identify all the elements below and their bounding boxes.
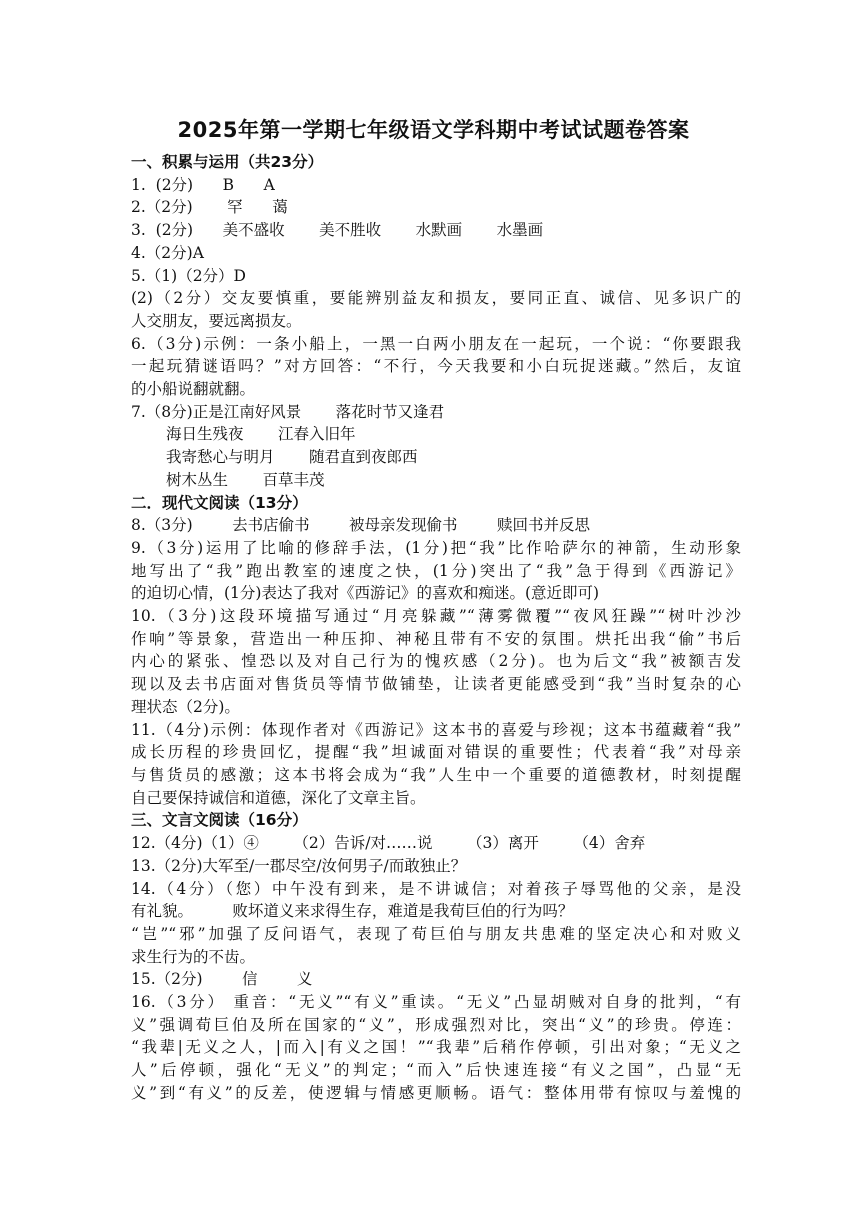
answer-line: 义”强调荀巨伯及所在国家的“义”，形成强烈对比，突出“义”的珍贵。停连： [131, 1015, 741, 1034]
answer-line: 5.（1)（2分）D [131, 266, 246, 285]
answer-line: 作响”等景象，营造出一种压抑、神秘且带有不安的氛围。烘托出我“偷”书后 [131, 629, 741, 648]
page-title: 2025年第一学期七年级语文学科期中考试试题卷答案 [177, 118, 690, 142]
answer-line: 11.（4分)示例：体现作者对《西游记》这本书的喜爱与珍视；这本书蕴藏着“我” [131, 720, 741, 739]
answer-line: 16.（3分） 重音：“无义”“有义”重读。“无义”凸显胡贼对自身的批判，“有 [131, 993, 741, 1012]
answer-line: 树木丛生 百草丰茂 [166, 470, 325, 489]
answer-line: “岂”“邪”加强了反问语气，表现了荀巨伯与朋友共患难的坚定决心和对败义 [131, 924, 741, 943]
answer-line: 2.（2分) 罕 蔼 [131, 198, 288, 217]
answer-line: 8.（3分) 去书店偷书 被母亲发现偷书 赎回书并反思 [131, 516, 590, 535]
answer-line: 有礼貌。 败坏道义来求得生存，难道是我荀巨伯的行为吗？ [131, 902, 574, 921]
answer-line: 的迫切心情，(1分)表达了我对《西游记》的喜欢和痴迷。(意近即可) [131, 584, 600, 603]
answer-line: 地写出了“我”跑出教室的速度之快，(1分)突出了“我”急于得到《西游记》 [131, 561, 741, 580]
answer-line: 人交朋友，要远离损友。 [131, 311, 302, 330]
answer-line: 6.（3分)示例：一条小船上，一黑一白两小朋友在一起玩，一个说：“你要跟我 [131, 334, 741, 353]
answer-line: 13.（2分)大军至/一郡尽空/汝何男子/而敢独止？ [131, 856, 467, 875]
section-heading: 三、文言文阅读（16分） [131, 811, 308, 830]
answer-line: 我寄愁心与明月 随君直到夜郎西 [166, 448, 418, 467]
answer-line: 3. (2分) 美不盛收 美不胜收 水默画 水墨画 [131, 221, 544, 240]
answer-line: 自己要保持诚信和道德，深化了文章主旨。 [131, 788, 426, 807]
answer-line: 海日生残夜 江春入旧年 [166, 425, 356, 444]
answer-line: 成长历程的珍贵回忆，提醒“我”坦诚面对错误的重要性；代表着“我”对母亲 [131, 743, 741, 762]
answer-line: 求生行为的不齿。 [131, 947, 256, 966]
answer-line: 内心的紧张、惶恐以及对自己行为的愧疚感（2分)。也为后文“我”被额吉发 [131, 652, 741, 671]
answer-line: 9.（3分)运用了比喻的修辞手法，(1分)把“我”比作哈萨尔的神箭，生动形象 [131, 538, 741, 557]
answer-line: “我辈|无义之人，|而入|有义之国！”“我辈”后稍作停顿，引出对象；“无义之 [131, 1038, 741, 1057]
answer-line: 理状态（2分)。 [131, 697, 240, 716]
answer-line: 人”后停顿，强化“无义”的判定；“而入”后快速连接“有义之国”，凸显“无 [131, 1061, 741, 1080]
answer-line: 义”到“有义”的反差，使逻辑与情感更顺畅。语气：整体用带有惊叹与羞愧的 [131, 1083, 741, 1102]
answer-line: 15.（2分) 信 义 [131, 970, 313, 989]
section-heading: 二．现代文阅读（13分） [131, 493, 308, 512]
answer-line: 7.（8分)正是江南好风景 落花时节又逢君 [131, 402, 445, 421]
answer-line: 14.（4分）（您）中午没有到来，是不讲诚信；对着孩子辱骂他的父亲，是没 [131, 879, 741, 898]
section-heading: 一、积累与运用（共23分） [131, 153, 324, 171]
answer-line: 与售货员的感激；这本书将会成为“我”人生中一个重要的道德教材，时刻提醒 [131, 765, 741, 784]
answer-line: 4.（2分)A [131, 243, 204, 262]
answer-line: 12.（4分)（1）④ （2）告诉/对……说 （3）离开 （4）舍弃 [131, 834, 646, 853]
answer-line: 的小船说翻就翻。 [131, 380, 256, 399]
answer-line: 现以及去书店面对售货员等情节做铺垫，让读者更能感受到“我”当时复杂的心 [131, 675, 741, 694]
answer-content [131, 151, 741, 1105]
answer-line: 10.（3分)这段环境描写通过“月亮躲藏”“薄雾微覆”“夜风狂躁”“树叶沙沙 [131, 607, 741, 626]
answer-line: 一起玩猜谜语吗？”对方回答：“不行，今天我要和小白玩捉迷藏。”然后，友谊 [131, 357, 741, 376]
answer-line: (2)（2分）交友要慎重，要能辨别益友和损友，要同正直、诚信、见多识广的 [131, 289, 741, 308]
answer-line: 1. (2分) B A [131, 175, 275, 194]
